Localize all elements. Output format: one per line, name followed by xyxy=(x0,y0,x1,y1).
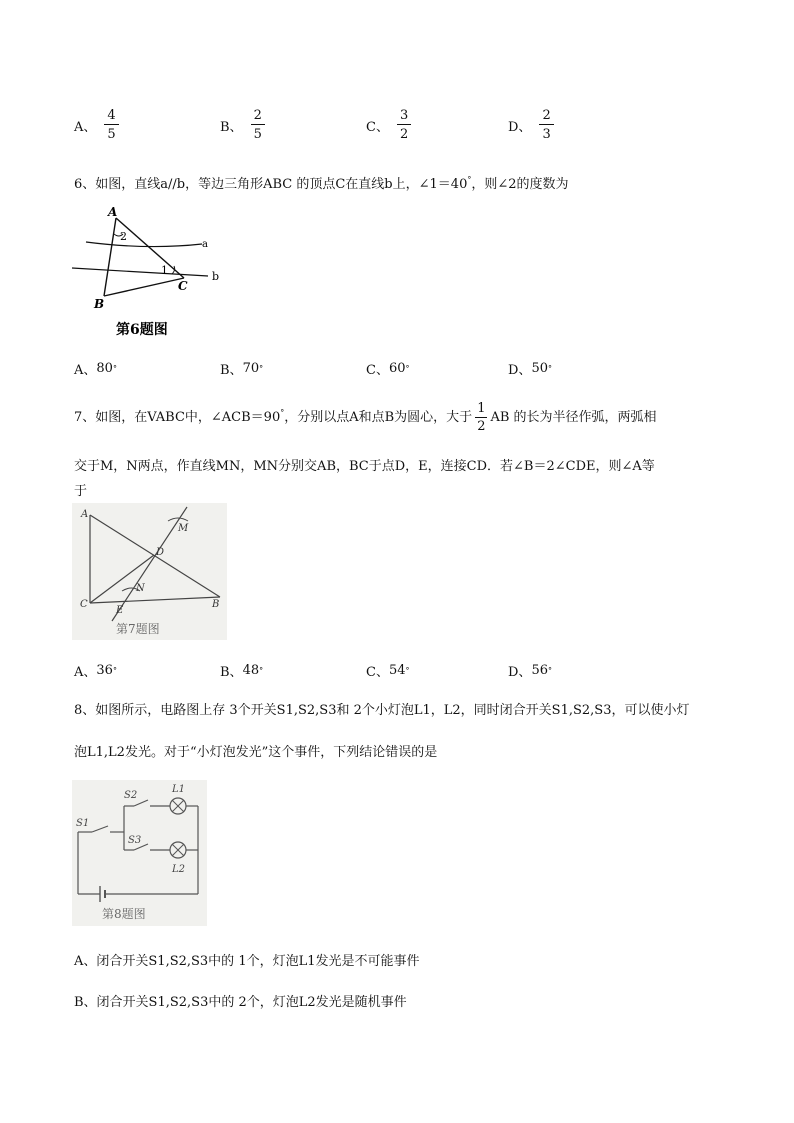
q7-option-b: B、 48 ° xyxy=(220,663,264,680)
label-l2: L2 xyxy=(172,864,186,875)
option-label: A、 xyxy=(74,119,97,135)
label-c-point: C xyxy=(178,279,188,293)
q7-option-c: C、 54 ° xyxy=(366,663,410,680)
label-line-b: b xyxy=(212,270,220,283)
q6-option-d: D、 50 ° xyxy=(508,361,552,378)
label-s2: S2 xyxy=(124,790,138,801)
label-line-a: a xyxy=(202,239,208,250)
q5-option-a xyxy=(74,109,119,141)
q5-option-c xyxy=(366,109,411,141)
q8-figure xyxy=(72,780,207,926)
label-c-point: C xyxy=(80,599,88,610)
label-a-point: A xyxy=(108,205,118,219)
q7-stem-line-3: 于 xyxy=(74,484,88,499)
q7-stem-line-1: 7、如图，在VABC中，∠ACB＝90°，分别以点A和点B为圆心，大于 $\frac{1}{2}$ AB 的长为半径作弧，两弧相 xyxy=(74,401,657,434)
label-l1: L1 xyxy=(172,784,186,795)
fraction: $\frac{2}{3}$ xyxy=(539,109,553,141)
figure-caption: 第8题图 xyxy=(102,907,146,921)
q6-figure xyxy=(68,204,228,342)
q7-figure xyxy=(72,503,227,640)
side-bc xyxy=(104,278,184,296)
label-m-point: M xyxy=(178,523,189,534)
q8-option-b: B、闭合开关S1,S2,S3中的 2个，灯泡L2发光是随机事件 xyxy=(74,995,407,1010)
side-ab xyxy=(104,218,116,296)
option-label: D、 xyxy=(508,119,532,135)
half-fraction: $\frac{1}{2}$ xyxy=(477,401,486,434)
q7-option-d: D、 56 ° xyxy=(508,663,552,680)
option-label: B、 xyxy=(220,119,243,135)
option-label: C、 xyxy=(366,119,389,135)
label-d-point: D xyxy=(156,547,165,558)
q6-option-c: C、 60 ° xyxy=(366,361,410,378)
label-b-point: B xyxy=(94,297,105,311)
label-angle-1: 1 xyxy=(161,264,168,277)
q5-option-d xyxy=(508,109,554,141)
figure-caption: 第6题图 xyxy=(116,322,168,338)
label-e-point: E xyxy=(116,605,124,616)
label-angle-2: 2 xyxy=(120,230,127,243)
q8-stem-line-1: 8、如图所示，电路图上存 3个开关S1,S2,S3和 2个小灯泡L1，L2，同时闭合开关S1,S2,S3，可以使小灯 xyxy=(74,703,690,718)
q8-stem-line-2: 泡L1,L2发光。对于“小灯泡发光”这个事件，下列结论错误的是 xyxy=(74,745,438,760)
label-a-point: A xyxy=(81,509,89,520)
q5-option-b xyxy=(220,109,265,141)
label-s3: S3 xyxy=(128,835,142,846)
q6-option-b: B、 70 ° xyxy=(220,361,264,378)
side-ac xyxy=(116,218,184,278)
fraction: $\frac{2}{5}$ xyxy=(251,109,265,141)
line-b xyxy=(72,268,208,276)
q6-option-a: A、 80 ° xyxy=(74,361,117,378)
q7-stem-line-2: 交于M，N两点，作直线MN，MN分别交AB，BC于点D，E，连接CD．若∠B＝2∠CDE，则∠A等 xyxy=(74,459,655,474)
label-n-point: N xyxy=(136,583,145,594)
fraction: $\frac{3}{2}$ xyxy=(397,109,411,141)
figure-caption: 第7题图 xyxy=(116,622,160,636)
label-s1: S1 xyxy=(76,818,90,829)
q7-option-a: A、 36 ° xyxy=(74,663,117,680)
q8-option-a: A、闭合开关S1,S2,S3中的 1个，灯泡L1发光是不可能事件 xyxy=(74,954,420,969)
label-b-point: B xyxy=(212,599,220,610)
q6-stem: 6、如图，直线a//b，等边三角形ABC 的顶点C在直线b上，∠1＝40°，则∠2的度数为 xyxy=(74,175,569,192)
fraction: $\frac{4}{5}$ xyxy=(104,109,118,141)
